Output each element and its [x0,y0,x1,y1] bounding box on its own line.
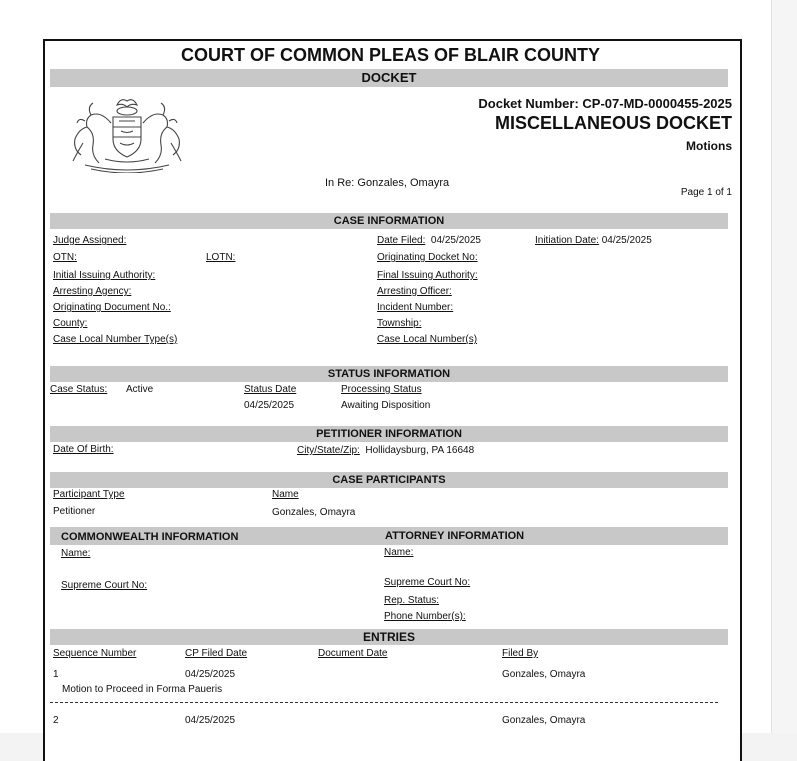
court-name: COURT OF COMMON PLEAS OF BLAIR COUNTY [181,45,600,65]
entry-filed-by: Gonzales, Omayra [502,669,586,680]
attorney-phone-label: Phone Number(s): [384,611,466,622]
county-label: County: [53,318,88,329]
city-state-zip-value: Hollidaysburg, PA 16648 [365,445,475,456]
attorney-information-heading [378,527,728,545]
lotn-label: LOTN: [206,252,236,263]
case-participants-heading: CASE PARTICIPANTS [50,472,728,488]
entry-cp-date: 04/25/2025 [185,669,236,680]
initiation-date-field [535,235,652,246]
date-filed-value: 04/25/2025 [430,235,481,246]
docket-type: MISCELLANEOUS DOCKET [494,113,732,133]
commonwealth-heading-text: COMMONWEALTH INFORMATION [61,531,239,543]
document-date-header: Document Date [318,648,388,659]
city-state-zip-field [297,445,474,456]
entry-sequence: 1 [53,669,59,680]
date-filed-label: Date Filed: [377,235,426,246]
case-local-number-label: Case Local Number(s) [377,334,478,345]
in-re-text: In Re: Gonzales, Omayra [325,177,450,189]
attorney-supreme-court-label: Supreme Court No: [384,577,471,588]
case-status-value: Active [126,384,154,395]
commonwealth-supreme-court-label: Supreme Court No: [61,580,148,591]
judge-assigned-label: Judge Assigned: [53,235,127,246]
filed-by-header: Filed By [502,648,539,659]
attorney-rep-status-label: Rep. Status: [384,595,440,606]
originating-docket-label: Originating Docket No: [377,252,478,263]
incident-number-label: Incident Number: [377,302,454,313]
docket-number: Docket Number: CP-07-MD-0000455-2025 [478,96,732,111]
arresting-officer-label: Arresting Officer: [377,286,452,297]
attorney-name-label: Name: [384,547,414,558]
date-filed-field [377,235,481,246]
entry-filed-by: Gonzales, Omayra [502,715,586,726]
docket-page [43,39,742,761]
entry-description: Motion to Proceed in Forma Paueris [62,684,223,695]
participant-name-label: Name [272,489,299,500]
arresting-agency-label: Arresting Agency: [53,286,132,297]
city-state-zip-label: City/State/Zip: [297,445,360,456]
township-label: Township: [377,318,422,329]
originating-document-label: Originating Document No.: [53,302,171,313]
docket-label: DOCKET [50,69,728,87]
processing-status-value: Awaiting Disposition [341,400,431,411]
entry-divider [50,702,718,703]
commonwealth-name-label: Name: [61,548,91,559]
status-date-label: Status Date [244,384,297,395]
entry-sequence: 2 [53,715,59,726]
participant-type-label: Participant Type [53,489,125,500]
participant-type-value: Petitioner [53,506,96,517]
page-info: Page 1 of 1 [680,187,732,198]
case-status-label: Case Status: [50,384,108,395]
initial-issuing-authority-label: Initial Issuing Authority: [53,270,156,281]
date-of-birth-label: Date Of Birth: [53,444,114,455]
commonwealth-information-heading [50,527,378,545]
status-date-value: 04/25/2025 [244,400,295,411]
case-information-heading: CASE INFORMATION [50,213,728,229]
pennsylvania-seal-icon [65,93,187,173]
entries-heading: ENTRIES [50,629,728,645]
vertical-scrollbar[interactable] [771,0,797,733]
participant-name-value: Gonzales, Omayra [272,507,356,518]
petitioner-information-heading: PETITIONER INFORMATION [50,426,728,442]
initiation-date-label: Initiation Date: [535,235,599,246]
processing-status-label: Processing Status [341,384,422,395]
otn-label: OTN: [53,252,77,263]
initiation-date-value: 04/25/2025 [601,235,652,246]
entry-cp-date: 04/25/2025 [185,715,236,726]
docket-subtype: Motions [686,139,732,153]
case-local-number-type-label: Case Local Number Type(s) [53,334,178,345]
status-information-heading: STATUS INFORMATION [50,366,728,382]
sequence-number-header: Sequence Number [53,648,137,659]
cp-filed-date-header: CP Filed Date [185,648,248,659]
attorney-heading-text: ATTORNEY INFORMATION [385,530,525,542]
final-issuing-authority-label: Final Issuing Authority: [377,270,478,281]
